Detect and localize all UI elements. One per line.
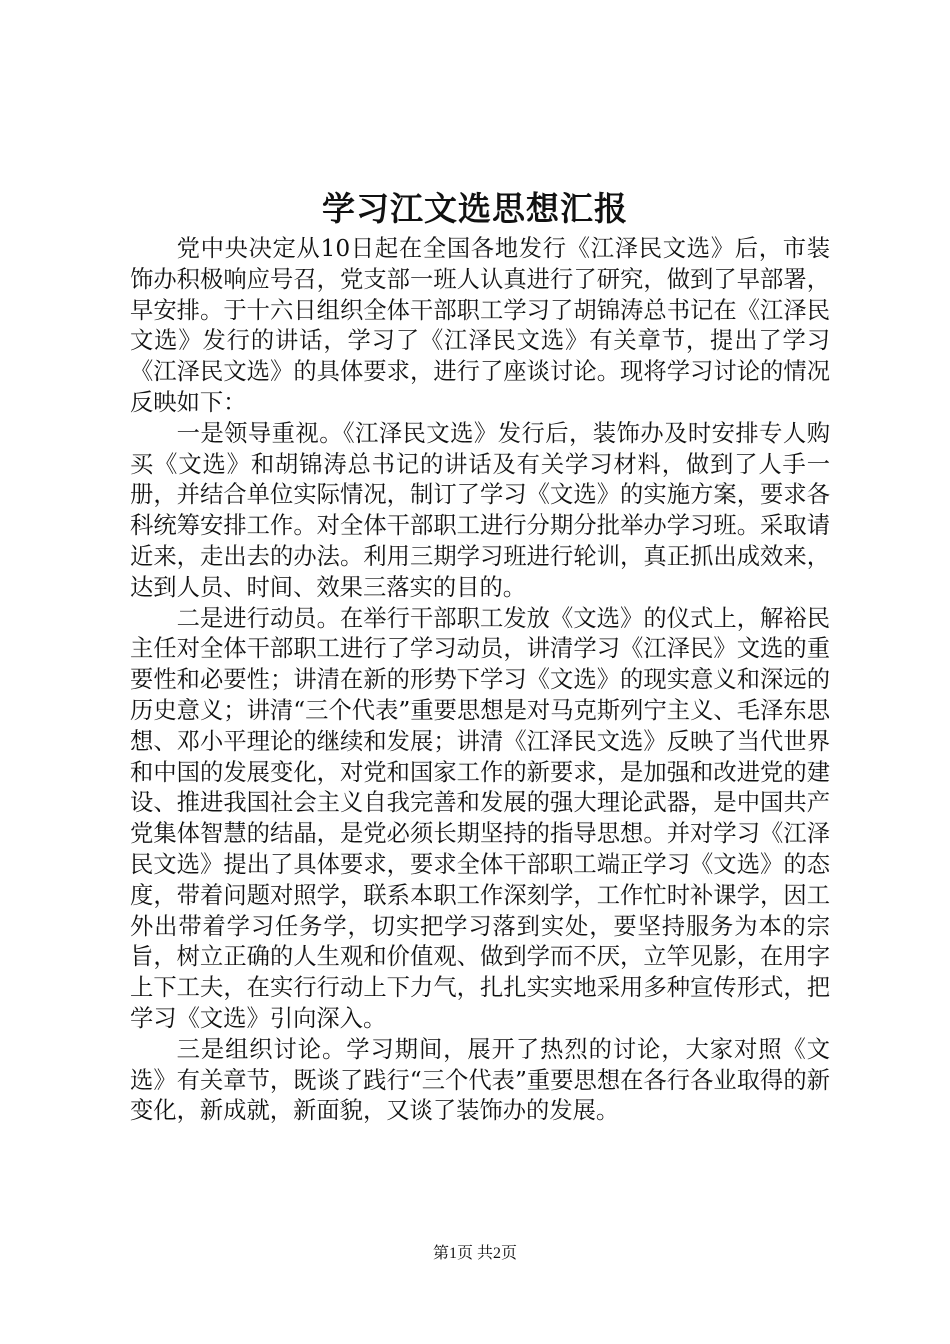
- paragraph-intro: 党中央决定从10日起在全国各地发行《江泽民文选》后，市装饰办积极响应号召，党支部一班人认真进行了研究，做到了早部署，早安排。于十六日组织全体干部职工学习了胡锦涛总书记在《江泽民文选》发行的讲话，学习了《江泽民文选》有关章节，提出了学习《江泽民文选》的具体要求，进行了座谈讨论。现将学习讨论的情况反映如下：: [130, 235, 830, 416]
- page-title: 学习江文选思想汇报: [322, 189, 628, 228]
- paragraph-discussion: 三是组织讨论。学习期间，展开了热烈的讨论，大家对照《文选》有关章节，既谈了践行“三个代表”重要思想在各行各业取得的新变化，新成就，新面貌，又谈了装饰办的发展。: [130, 1035, 830, 1125]
- paragraph-mobilization: 二是进行动员。在举行干部职工发放《文选》的仪式上，解裕民主任对全体干部职工进行了学习动员，讲清学习《江泽民》文选的重要性和必要性；讲清在新的形势下学习《文选》的现实意义和深远的历史意义；讲清“三个代表”重要思想是对马克斯列宁主义、毛泽东思想、邓小平理论的继续和发展；讲清《江泽民文选》反映了当代世界和中国的发展变化，对党和国家工作的新要求，是加强和改进党的建设、推进我国社会主义自我完善和发展的强大理论武器，是中国共产党集体智慧的结晶，是党必须长期坚持的指导思想。并对学习《江泽民文选》提出了具体要求，要求全体干部职工端正学习《文选》的态度，带着问题对照学，联系本职工作深刻学，工作忙时补课学，因工外出带着学习任务学，切实把学习落到实处，要坚持服务为本的宗旨，树立正确的人生观和价值观、做到学而不厌，立竿见影，在用字上下工夫，在实行行动上下力气，扎扎实实地采用多种宣传形式，把学习《文选》引向深入。: [130, 604, 830, 1032]
- document-body: [130, 234, 830, 1127]
- page-footer: 第1页 共2页: [432, 1245, 517, 1262]
- paragraph-leadership: 一是领导重视。《江泽民文选》发行后，装饰办及时安排专人购买《文选》和胡锦涛总书记的讲话及有关学习材料，做到了人手一册，并结合单位实际情况，制订了学习《文选》的实施方案，要求各科统筹安排工作。对全体干部职工进行分期分批举办学习班。采取请近来，走出去的办法。利用三期学习班进行轮训，真正抓出成效来，达到人员、时间、效果三落实的目的。: [130, 419, 830, 601]
